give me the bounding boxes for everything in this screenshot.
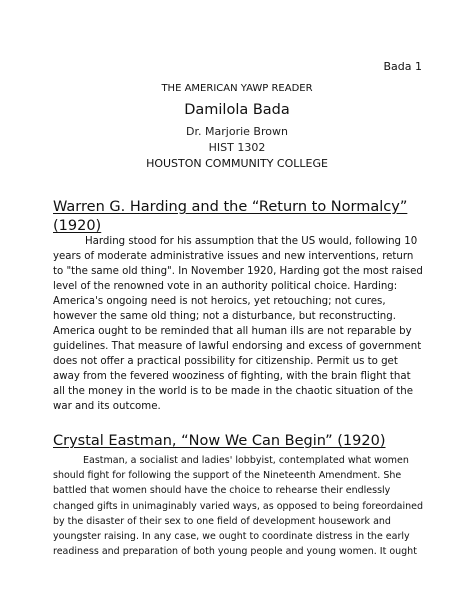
section-heading-harding: Warren G. Harding and the “Return to Normalcy” (1920) xyxy=(53,199,408,234)
reader-title: THE AMERICAN YAWP READER xyxy=(161,83,313,94)
professor-name: Dr. Marjorie Brown xyxy=(186,125,288,138)
section-heading-eastman: Crystal Eastman, “Now We Can Begin” (1920) xyxy=(53,433,386,449)
course-code: HIST 1302 xyxy=(208,141,266,154)
section-body-harding: Harding stood for his assumption that the US would, following 10 years of moderate administrative issues and new interventions, return to "the same old thing". In November 1920, Harding got the most raised level of the renowned vote in an authority political choice. Harding: America's ongoing need is not heroics, yet retouching; not cures, however the same old thing; not a disturbance, but reconstructing. America ought to be reminded that all human ills are not reparable by guidelines. That measure of lawful endorsing and excess of government does not offer a practical possibility for citizenship. Permit us to get away from the fevered wooziness of fighting, with the brain flight that all the money in the world is to be made in the chaotic situation of the war and its outcome. xyxy=(53,236,423,412)
page-number: Bada 1 xyxy=(383,60,422,73)
section-body-eastman: Eastman, a socialist and ladies' lobbyist, contemplated what women should fight for following the support of the Nineteenth Amendment. She battled that women should have the choice to rehearse their endlessly changed gifts in unimaginably varied ways, as opposed to being foreordained by the disaster of their sex to one field of development housework and youngster raising. In any case, we ought to coordinate distress in the early readiness and preparation of both young people and young women. It ought xyxy=(53,455,423,558)
college-name: HOUSTON COMMUNITY COLLEGE xyxy=(146,157,328,170)
author-name: Damilola Bada xyxy=(184,102,290,118)
